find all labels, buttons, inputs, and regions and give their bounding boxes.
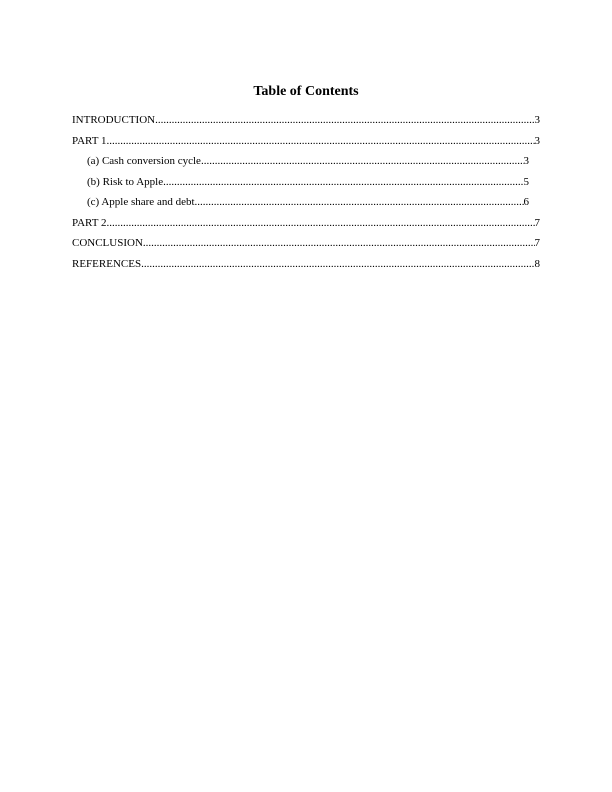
- toc-entry-page: 6: [523, 196, 529, 208]
- toc-entry-label: INTRODUCTION: [72, 114, 156, 126]
- toc-entry-label: PART 1: [72, 134, 107, 147]
- toc-entry-page: 3: [534, 114, 540, 126]
- toc-entry-part-2[interactable]: [72, 217, 540, 238]
- toc-dot-leader: [143, 237, 535, 250]
- toc-entry-label: (a) Cash conversion cycle: [87, 155, 201, 167]
- toc-entry-page: 5: [523, 175, 529, 188]
- toc-dot-leader: [163, 176, 523, 189]
- toc-dot-leader: [201, 155, 524, 168]
- toc-entry-label: (b) Risk to Apple: [87, 175, 164, 188]
- toc-title: Table of Contents: [253, 84, 359, 99]
- toc-entry-conclusion[interactable]: [72, 237, 540, 258]
- toc-dot-leader: [195, 196, 524, 209]
- toc-entry-page: 8: [534, 257, 540, 270]
- toc-entry-introduction[interactable]: [72, 114, 540, 135]
- toc-entry-risk-to-apple[interactable]: [87, 176, 529, 197]
- toc-dot-leader: [155, 114, 534, 127]
- toc-entry-label: (c) Apple share and debt: [87, 196, 195, 208]
- toc-entry-page: 3: [523, 155, 529, 167]
- toc-entry-apple-share-and-debt[interactable]: [87, 196, 529, 217]
- toc-list: [72, 114, 542, 278]
- toc-dot-leader: [107, 135, 535, 148]
- toc-entry-page: 7: [534, 237, 540, 249]
- toc-entry-label: PART 2: [72, 216, 107, 229]
- toc-entry-label: REFERENCES: [72, 257, 142, 270]
- toc-entry-label: CONCLUSION: [72, 237, 143, 249]
- toc-entry-part-1[interactable]: [72, 135, 540, 156]
- toc-entry-page: 7: [534, 216, 540, 229]
- toc-entry-page: 3: [534, 134, 540, 147]
- toc-dot-leader: [107, 217, 535, 230]
- toc-dot-leader: [141, 258, 534, 271]
- toc-entry-references[interactable]: [72, 258, 540, 279]
- toc-entry-cash-conversion-cycle[interactable]: [87, 155, 529, 176]
